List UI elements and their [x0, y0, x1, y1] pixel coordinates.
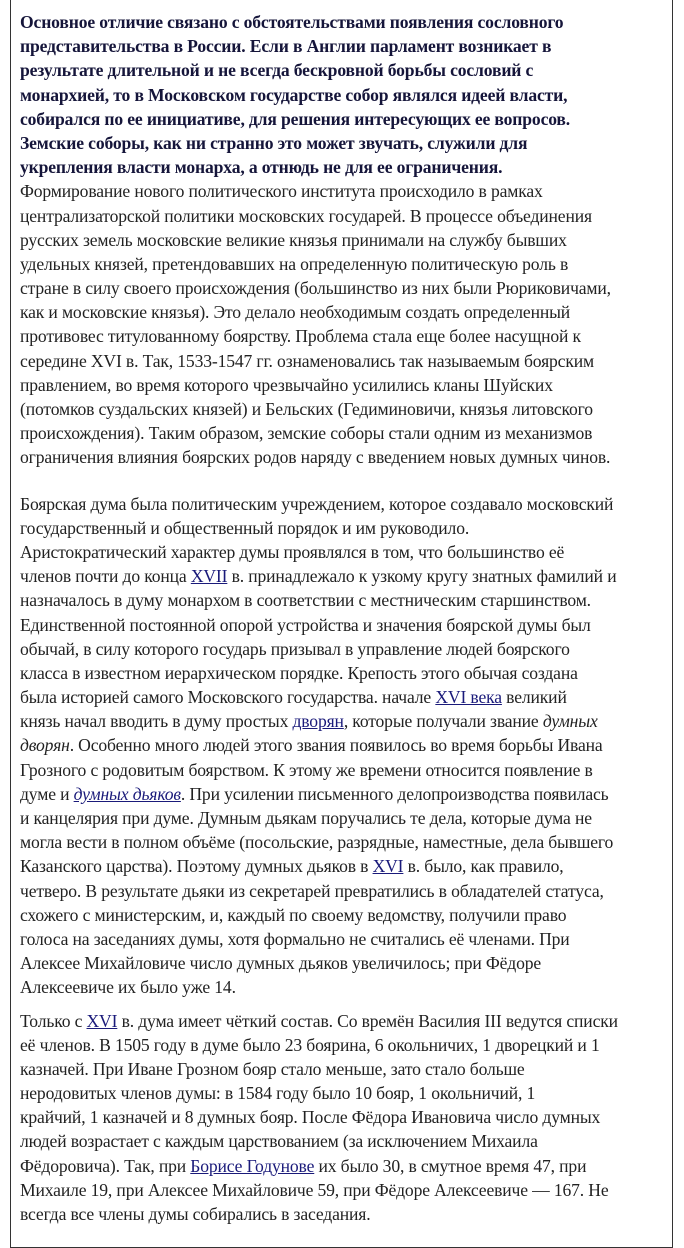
- text: Только с: [20, 1010, 87, 1031]
- text: Основное отличие связано с обстоятельствами появления сословного: [20, 12, 564, 32]
- inline-link[interactable]: думных дьяков: [73, 783, 181, 804]
- text: (потомков суздальских князей) и Бельских (Гедиминовичи, князья литовского: [20, 399, 593, 419]
- text-line: [20, 204, 680, 228]
- text: казначей. При Иване Грозном бояр стало меньше, зато стало больше: [20, 1058, 525, 1079]
- text: думе и: [20, 783, 74, 804]
- text: и канцелярия при думе. Думным дьякам поручались те дела, которые дума не: [20, 808, 592, 828]
- italic-text: думных: [542, 711, 598, 732]
- text-line: [20, 1105, 680, 1129]
- text: монархией, то в Московском государстве собор являлся идеей власти,: [20, 84, 568, 105]
- text-line: [20, 758, 680, 782]
- text-line: [20, 637, 680, 661]
- text-line: [20, 1057, 680, 1081]
- text: Боярская дума была политическим учреждением, которое создавало московский: [20, 493, 614, 514]
- text-line: [20, 1202, 680, 1226]
- text-line: [20, 613, 680, 637]
- inline-link[interactable]: дворян: [292, 711, 344, 732]
- text: Аристократический характер думы проявлялся в том, что большинство её: [20, 541, 565, 562]
- text-line: [20, 34, 680, 58]
- text: стране в силу своего происхождения (большинство из них были Рюриковичами,: [20, 278, 611, 299]
- paragraph-1: [20, 10, 680, 179]
- text-line: [20, 516, 680, 540]
- text: собирался по ее инициативе, для решения интересующих ее вопросов.: [20, 108, 571, 129]
- text-line: [20, 107, 680, 131]
- text: Михаиле 19, при Алексее Михайловиче 59, при Фёдоре Алексеевиче — 167. Не: [20, 1179, 609, 1200]
- text: Формирование нового политического института происходило в рамках: [20, 181, 543, 202]
- text-line: [20, 492, 680, 516]
- text-line: [20, 564, 680, 588]
- text-line: [20, 1081, 680, 1105]
- text: схожего с министерским, и, каждый по своему ведомству, получили право: [20, 904, 567, 925]
- text: назначалось в думу монархом в соответствии с местническим старшинством.: [20, 590, 591, 611]
- text: русских земель московские великие князья принимали на службу бывших: [20, 229, 567, 250]
- text-line: [20, 975, 680, 999]
- text: голоса на заседаниях думы, хотя формально не считались её членами. При: [20, 928, 570, 949]
- paragraph-2: [20, 179, 680, 469]
- text-line: [20, 782, 680, 806]
- inline-link[interactable]: XVI века: [435, 687, 502, 708]
- text: князь начал вводить в думу простых: [20, 711, 293, 732]
- text-line: [20, 661, 680, 685]
- text-line: [20, 1154, 680, 1178]
- text: правлением, во время которого чрезвычайно усилились кланы Шуйских: [20, 374, 553, 395]
- text: членов почти до конца: [20, 566, 191, 587]
- text-line: [20, 806, 680, 830]
- text-line: [20, 252, 680, 276]
- text: четверо. В результате дьяки из секретарей превратились в обладателей статуса,: [20, 880, 604, 901]
- text: в. было, как правило,: [403, 856, 564, 877]
- text: обычай, в силу которого государь призывал в управление людей боярского: [20, 638, 570, 659]
- text-line: [20, 10, 680, 34]
- text: в. принадлежало к узкому кругу знатных фамилий и: [227, 566, 617, 587]
- text-line: [20, 951, 680, 975]
- text: её членов. В 1505 году в думе было 23 боярина, 6 окольничих, 1 дворецкий и 1: [20, 1034, 600, 1055]
- text: укрепления власти монарха, а отнюдь не для ее ограничения.: [20, 157, 503, 178]
- text-line: [20, 155, 680, 179]
- text: Земские соборы, как ни странно это может звучать, служили для: [20, 132, 528, 153]
- text-line: [20, 879, 680, 903]
- text: ограничения влияния боярских родов наряду с введением новых думных чинов.: [20, 447, 611, 468]
- inline-link[interactable]: XVI: [372, 856, 404, 877]
- text: всегда все члены думы собирались в заседания.: [20, 1204, 371, 1224]
- text-line: [20, 83, 680, 107]
- text: Единственной постоянной опорой устройства и значения боярской думы был: [20, 614, 591, 635]
- article-body: [20, 10, 680, 1226]
- text-line: [20, 445, 680, 469]
- text-line: [20, 58, 680, 82]
- text-line: [20, 927, 680, 951]
- text: Грозного с родовитым боярством. К этому же времени относится появление в: [20, 759, 593, 780]
- text: представительства в России. Если в Англии парламент возникает в: [20, 36, 552, 57]
- text: как и московские князья). Это делало необходимым создать определенный: [20, 302, 571, 323]
- text: . При усилении письменного делопроизводства появилась: [180, 783, 609, 804]
- text-line: [20, 903, 680, 927]
- inline-link[interactable]: XVII: [190, 566, 228, 587]
- paragraph-4: [20, 1009, 680, 1227]
- text: происхождения). Таким образом, земские соборы стали одним из механизмов: [20, 423, 593, 444]
- text: середине XVI в. Так, 1533-1547 гг. ознаменовались так называемым боярским: [20, 350, 594, 371]
- text-line: [20, 228, 680, 252]
- text: Алексее Михайловиче число думных дьяков увеличилось; при Фёдоре: [20, 953, 542, 974]
- text: Алексеевиче их было уже 14.: [20, 977, 236, 998]
- text: неродовитых членов думы: в 1584 году было 10 бояр, 1 окольничий, 1: [20, 1083, 536, 1104]
- text-line: [20, 685, 680, 709]
- text-line: [20, 733, 680, 757]
- text: Фёдоровича). Так, при: [20, 1155, 191, 1176]
- text-line: [20, 349, 680, 373]
- text: . Особенно много людей этого звания появилось во время борьбы Ивана: [69, 735, 603, 756]
- text: результате длительной и не всегда бескровной борьбы сословий с: [20, 60, 534, 81]
- text-line: [20, 324, 680, 348]
- text-line: [20, 397, 680, 421]
- text-line: [20, 373, 680, 397]
- text-line: [20, 131, 680, 155]
- text: могла вести в полном объёме (посольские, разрядные, наместные, дела бывшего: [20, 832, 614, 853]
- text-line: [20, 276, 680, 300]
- text-line: [20, 1129, 680, 1153]
- text-line: [20, 1033, 680, 1057]
- text: централизаторской политики московских государей. В процессе объединения: [20, 205, 592, 226]
- text: крайчий, 1 казначей и 8 думных бояр. После Фёдора Ивановича число думных: [20, 1107, 601, 1128]
- text: класса в известном иерархическом порядке. Крепость этого обычая создана: [20, 662, 578, 683]
- text: удельных князей, претендовавших на определенную политическую роль в: [20, 253, 569, 274]
- inline-link[interactable]: Борисе Годунове: [190, 1155, 315, 1176]
- text-line: [20, 540, 680, 564]
- paragraph-3: [20, 492, 680, 1000]
- text: была историей самого Московского государства. начале: [20, 687, 436, 708]
- italic-text: дворян: [20, 735, 70, 756]
- text-line: [20, 854, 680, 878]
- text-line: [20, 179, 680, 203]
- text-line: [20, 1178, 680, 1202]
- text: великий: [501, 687, 567, 708]
- text: людей возрастает с каждым царствованием (за исключением Михаила: [20, 1131, 538, 1152]
- text: , которые получали звание: [343, 711, 543, 732]
- text-line: [20, 300, 680, 324]
- text: государственный и общественный порядок и им руководило.: [20, 517, 470, 538]
- text-line: [20, 421, 680, 445]
- text-line: [20, 709, 680, 733]
- text: их было 30, в смутное время 47, при: [314, 1155, 587, 1176]
- text-line: [20, 830, 680, 854]
- text: в. дума имеет чёткий состав. Со времён Василия III ведутся списки: [117, 1010, 618, 1031]
- inline-link[interactable]: XVI: [86, 1010, 118, 1031]
- text-line: [20, 588, 680, 612]
- text: противовес титулованному боярству. Проблема стала еще более насущной к: [20, 326, 581, 347]
- text-line: [20, 1009, 680, 1033]
- text: Казанского царства). Поэтому думных дьяков в: [20, 856, 373, 877]
